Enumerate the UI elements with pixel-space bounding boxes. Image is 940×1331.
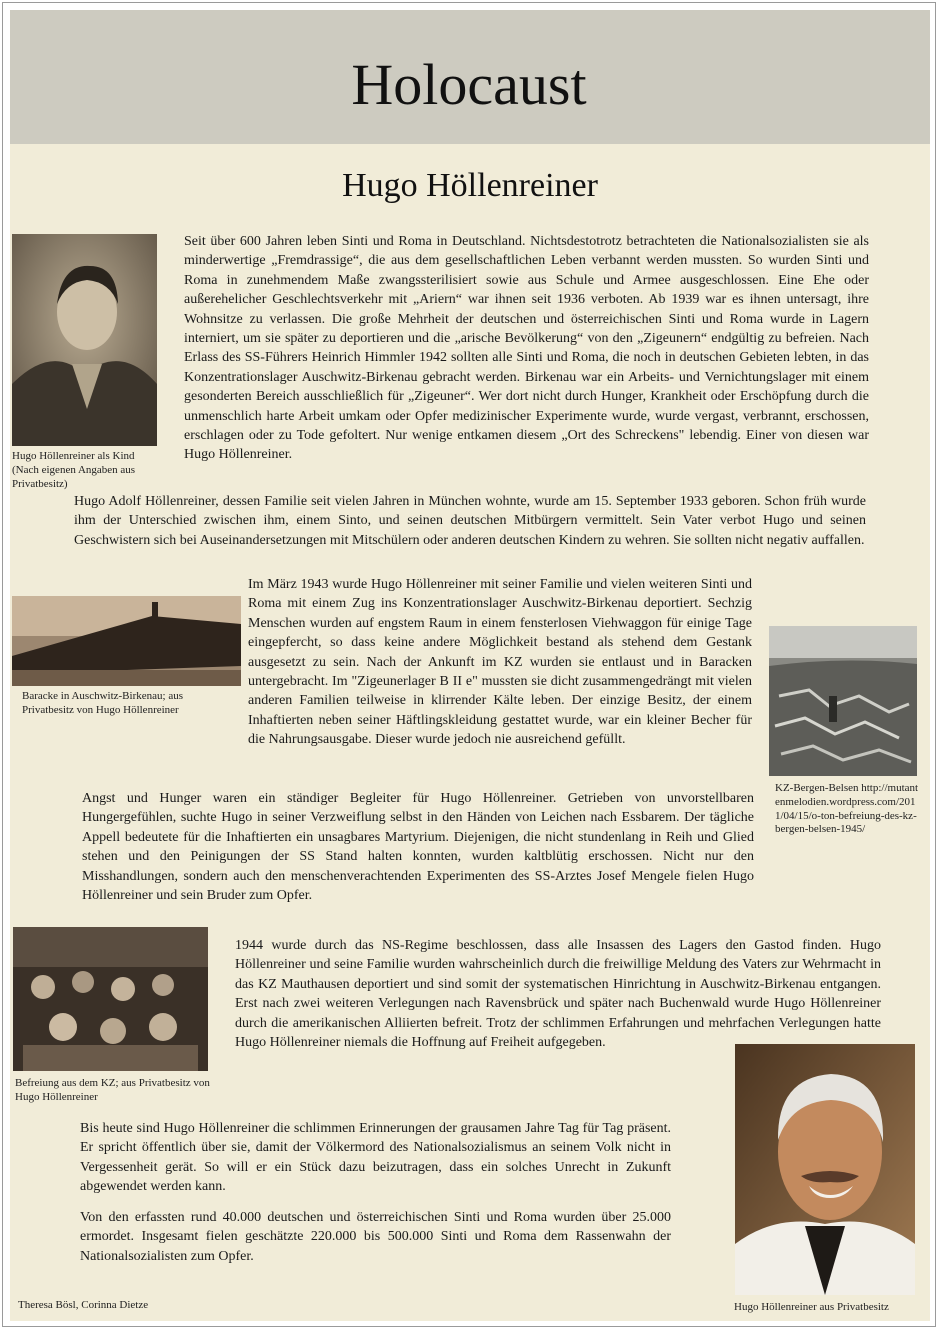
paragraph-deportation: Im März 1943 wurde Hugo Höllenreiner mit seiner Familie und vielen weiteren Sinti und Roma mit einem Zug ins Konzentrationslager Auschwitz-Birkenau deportiert. Sechzig Menschen wurden auf engstem Raum in einem fensterlosen Viehwaggon für einige Tage eingepfercht, so dass keine andere Möglichkeit bestand als stehend dem Gestank ausgesetzt zu sein. Nach der Ankunft im KZ wurden sie entlaust und in Baracken untergebracht. Im "Zigeunerlager B II e" mussten sie dicht zusammengedrängt mit vielen anderen Familien teilweise in klirrender Kälte leben. Der einzige Besitz, der einem Inhaftierten neben seiner Häftlingskleidung gestattet wurde, war ein kleiner Becher für die Nahrungsausgabe. Dieser wurde jedoch nie ausreichend gefüllt. xyxy=(248,577,752,748)
paragraph-victims: Von den erfassten rund 40.000 deutschen und österreichischen Sinti und Roma wurden über 25.000 ermordet. Insgesamt fielen geschätzte 220.000 bis 500.000 Sinti und Roma dem Rassenwahn der Nationalsozialisten zum Opfer. xyxy=(80,1210,671,1264)
child-photo xyxy=(12,234,157,446)
paragraph-1944: 1944 wurde durch das NS-Regime beschlossen, dass alle Insassen des Lagers den Gastod finden. Hugo Höllenreiner und seine Familie wurden wahrscheinlich durch die freiwillige Meldung des Vaters zur Wehrmacht in das KZ Mauthausen deportiert und sind somit der systematischen Hinrichtung in Auschwitz-Birkenau entgangen. Erst nach zwei weiteren Verlegungen nach Ravensbrück und später nach Buchenwald wurde Hugo Höllenreiner durch die amerikanischen Alliierten befreit. Trotz der schlimmen Erfahrungen und mehrfachen Verlegungen hatte Hugo Höllenreiner niemals die Hoffnung auf Freiheit aufgegeben. xyxy=(235,938,881,1051)
poster-title: Holocaust xyxy=(351,52,587,117)
caption-bergen-belsen: KZ-Bergen-Belsen http://mutantenmelodien.wordpress.com/2011/04/15/o-ton-befreiung-des-kz-bergen-belsen-1945/ xyxy=(775,782,919,836)
caption-liberation: Befreiung aus dem KZ; aus Privatbesitz von Hugo Höllenreiner xyxy=(15,1077,210,1103)
title-banner xyxy=(10,10,930,144)
caption-barracks: Baracke in Auschwitz-Birkenau; aus Privatbesitz von Hugo Höllenreiner xyxy=(22,690,183,716)
portrait-photo xyxy=(735,1044,915,1295)
bergen-belsen-photo xyxy=(769,626,917,776)
paragraph-intro: Seit über 600 Jahren leben Sinti und Roma in Deutschland. Nichtsdestotrotz betrachteten die Nationalsozialisten sie als minderwertige „Fremdrassige“, die aus dem gesellschaftlichen Leben verbannt werden mussten. So wurden Sinti und Roma in zunehmendem Maße zwangssterilisiert sowie aus Schule und Armee ausgeschlossen. Eine Ehe oder außerehelicher Geschlechtsverkehr mit „Ariern“ war ihnen seit 1936 verboten. Ab 1939 war es ihnen untersagt, ihre Wohnsitze zu verlassen. Die große Mehrheit der deutschen und österreichischen Sinti und Roma wurde in Lagern interniert, um sie später zu deportieren und die „arische Bevölkerung“ von den „Zigeunern“ endgültig zu befreien. Nach Erlass des SS-Führers Heinrich Himmler 1942 sollten alle Sinti und Roma, die noch in deutschen Gebieten lebten, in das Konzentrationslager Auschwitz-Birkenau gebracht werden. Birkenau war ein Arbeits- und Vernichtungslager mit einem gesonderten Bereich ausschließlich für „Zigeuner“. Wer dort nicht durch Hunger, Krankheit oder Erschöpfung durch die unmenschlich harte Arbeit umkam oder Opfer medizinischer Experimente wurde, wurde vergast, verbrannt, erschossen, erschlagen oder zu Tode gefoltert. Nur wenige entkamen diesem „Ort des Schreckens" lebendig. Einer von diesen war Hugo Höllenreiner. xyxy=(184,234,869,463)
authors: Theresa Bösl, Corinna Dietze xyxy=(18,1299,149,1311)
liberation-photo xyxy=(13,927,208,1071)
paragraph-hunger: Angst und Hunger waren ein ständiger Begleiter für Hugo Höllenreiner. Getrieben von unvorstellbaren Hungergefühlen, suchte Hugo in seiner Verzweiflung selbst in den Händen von Leichen nach Essbarem. Der tägliche Appell bedeutete für die Inhaftierten ein unsagbares Martyrium. Diejenigen, die nicht stundenlang in Reih und Glied stehen und den Peinigungen der SS Stand halten konnten, wurden kaltblütig erschossen. Nicht nur den Misshandlungen, sondern auch den menschenverachtenden Experimenten des SS-Arztes Josef Mengele fielen Hugo Höllenreiner und sein Bruder zum Opfer. xyxy=(82,791,754,904)
caption-portrait: Hugo Höllenreiner aus Privatbesitz xyxy=(734,1301,889,1313)
caption-child: Hugo Höllenreiner als Kind (Nach eigenen Angaben aus Privatbesitz) xyxy=(12,450,136,490)
poster-subtitle: Hugo Höllenreiner xyxy=(342,167,598,204)
paragraph-childhood: Hugo Adolf Höllenreiner, dessen Familie seit vielen Jahren in München wohnte, wurde am 15. September 1933 geboren. Schon früh wurde ihm der Unterschied zwischen ihm, einem Sinto, und seinen deutschen Mitbürgern vermittelt. Sein Vater verbot Hugo und seinen Geschwistern sich bei Auseinandersetzungen mit Mitschülern oder anderen deutschen Kindern zu wehren. Sie sollten nicht negativ auffallen. xyxy=(74,494,866,548)
paragraph-today: Bis heute sind Hugo Höllenreiner die schlimmen Erinnerungen der grausamen Jahre Tag für Tag präsent. Er spricht öffentlich über sie, damit der Völkermord des Nationalsozialismus an seinem Volk nicht in Vergessenheit gerät. So will er ein Stück dazu beizutragen, dass ein solches Unrecht in Zukunft abgewendet werden kann. xyxy=(80,1121,671,1195)
barracks-photo xyxy=(12,596,241,686)
